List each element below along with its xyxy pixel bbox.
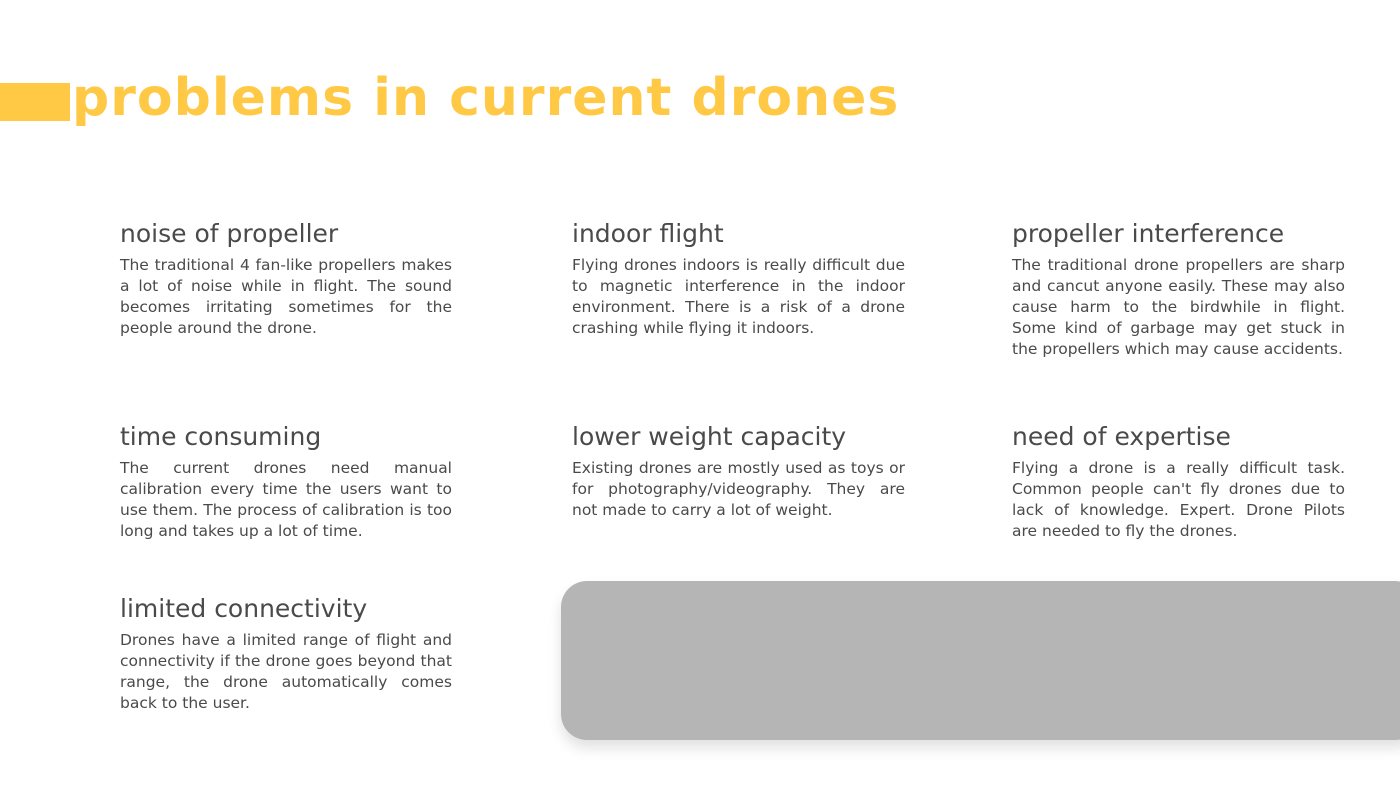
title-accent-bar — [0, 83, 70, 121]
problem-description: Existing drones are mostly used as toys or for photography/videography. They are not made to carry a lot of weight. — [572, 458, 905, 519]
problem-heading: need of expertise — [1012, 422, 1231, 451]
problem-heading: noise of propeller — [120, 219, 339, 248]
problem-card-time-consuming — [120, 423, 452, 542]
problem-description: Flying drones indoors is really difficult due to magnetic interference in the indoor environment. There is a risk of a drone crashing while flying it indoors. — [572, 255, 905, 337]
problem-card-lower-weight-capacity — [572, 423, 905, 521]
gray-rounded-panel — [561, 581, 1400, 740]
problem-description: Drones have a limited range of flight and connectivity if the drone goes beyond that range, the drone automatically comes back to the user. — [120, 630, 452, 712]
problem-card-need-of-expertise — [1012, 423, 1345, 542]
problem-heading: limited connectivity — [120, 594, 368, 623]
problem-description: The traditional 4 fan-like propellers makes a lot of noise while in flight. The sound becomes irritating sometimes for the people around the drone. — [120, 255, 452, 337]
problem-description: Flying a drone is a really difficult task. Common people can't fly drones due to lack of knowledge. Expert. Drone Pilots are needed to fly the drones. — [1012, 458, 1345, 540]
problem-description: The current drones need manual calibration every time the users want to use them. The process of calibration is too long and takes up a lot of time. — [120, 458, 452, 540]
page-title: problems in current drones — [72, 68, 900, 128]
problem-heading: indoor flight — [572, 219, 724, 248]
problem-card-propeller-interference — [1012, 220, 1345, 360]
problem-card-limited-connectivity — [120, 595, 452, 714]
problem-description: The traditional drone propellers are sharp and cancut anyone easily. These may also cause harm to the birdwhile in flight. Some kind of garbage may get stuck in the propellers which may cause accidents. — [1012, 255, 1345, 358]
problem-heading: lower weight capacity — [572, 422, 847, 451]
problem-card-noise-of-propeller — [120, 220, 452, 339]
problem-heading: time consuming — [120, 422, 322, 451]
problem-card-indoor-flight — [572, 220, 905, 339]
problem-heading: propeller interference — [1012, 219, 1285, 248]
